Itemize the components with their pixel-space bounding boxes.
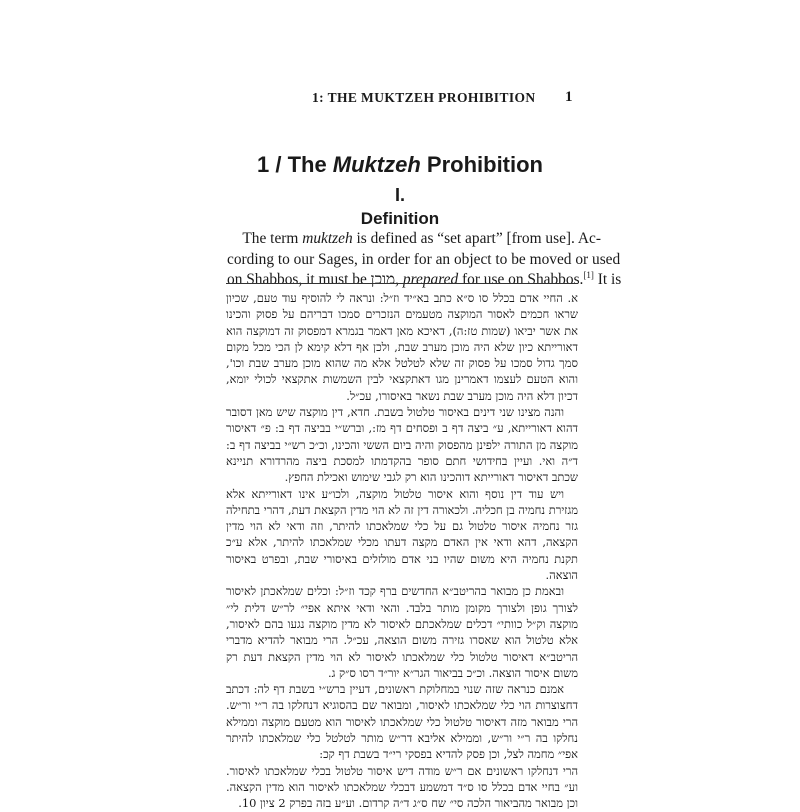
chapter-title-italic: Muktzeh	[332, 152, 421, 177]
chapter-title-prefix: 1 / The	[257, 152, 333, 177]
footnote-paragraph: ויש עוד דין נוסף והוא איסור טלטול מוקצה, ולכו״ע אינו דאורייתא אלא מגזירת נחמיה בן חכליה. ולכאורה דין זה לא הוי מדין הקצאת דעת, דהרי בתחילה גזר נחמיה איסור טלטול גם על כלי שמלאכתו להיתר, וזה ודאי לא הוי מדין הקצאה, דהא ודאי אין האדם מקצה דעתו מכלי שמלאכתו להיתר, אלא ע״כ תקנת נחמיה היא משום שהיו בני אדם מולזלים באיסורי שבת, ובפרט באיסור הוצאה.	[226, 486, 578, 583]
footnote-rule	[226, 283, 578, 284]
body-paragraph	[227, 229, 622, 291]
section-number: I.	[394, 185, 405, 205]
chapter-title	[0, 152, 800, 178]
body-text-span: on Shabbos, it must be מוכן,	[227, 271, 403, 288]
body-text-span: for use on Shabbos.	[458, 271, 584, 288]
section-title: Definition	[360, 209, 440, 228]
footnotes	[226, 290, 578, 812]
footnote-paragraph: א. החיי אדם בכלל סו ס״א כתב בא״יד וז״ל: ונראה לי להוסיף עוד טעם, שכיון שראו חכמים לאסור המוקצה מטעמים הנזכרים סמכו דבריהם על פסוק והכינו את אשר יביאו (שמות טז:ה), דאיכא מאן דאמר בגמרא דמפסוק זה דמוקצה הוא דאורייתא כיון שלא היה מוכן מערב שבת, ולכן אף דלא קימא לן הכי מכל מקום סמך גדול סמכו על פסוק זה שלא לטלטל אלא מה שהוא מוכן מערב שבת וכו', והוא הטעם לעצמו דאמרינן מגו דאתקצאי לבין השמשות אתקצאי לכולי יומא, דכיון דלא היה מוכן מערב שבת נשאר באיסורו, עכ״ל.	[226, 291, 578, 403]
body-line-1	[227, 229, 601, 250]
page-number: 1	[565, 89, 573, 105]
body-text-span: It is	[593, 271, 622, 288]
term-muktzeh: muktzeh	[302, 230, 353, 247]
footnote-paragraph: הרי דנחלקו ראשונים אם ר״ש מודה דיש איסור טלטול בכלי שמלאכתו לאיסור. וע״ בחיי אדם בכלל סו ס״ד דמשמע דבכלי שמלאכתו לאיסור הוא מדין הקצאה. וכן מבואר מהביאור הלכה סי״ שח ס״ג ד״ה קרדום. וע״ע בזה בפרק 2 ציון 10.	[226, 763, 578, 811]
running-head: 1: THE MUKTZEH PROHIBITION	[312, 90, 536, 105]
term-prepared: prepared	[402, 271, 459, 288]
footnote-paragraph: ובאמת כן מבואר בהריטב״א החדשים ברף קכד וז״ל: וכלים שמלאכתן לאיסור לצורך גופן ולצורך מקומן מותר בלבד. והאי ודאי איתא אפי״ לר״ש דלית לי״ מוקצה וק״ל כוותי״ דכלים שמלאכתם לאיסור לא מדין מוקצה נגעו בהם לאיסור, אלא טלטול הוא שאסרו גזירה משום הוצאה, עכ״ל. הרי מבואר להדיא מדברי הריטב״א דאיסור טלטול כלי שמלאכתו לאיסור לא הוי מדין הקצאת דעת רק משום איסור הוצאה. וכ״כ בביאור הגר״א יור״ד רסו ס״ק ג.	[226, 584, 578, 680]
chapter-title-suffix: Prohibition	[420, 152, 543, 177]
footnote-paragraph: אמנם כנראה שזה שנוי במחלוקת ראשונים, דעיין ברש״י בשבת דף לה: דכתב דחצוצרות הוי כלי שמלאכתו לאיסור, ומבואר שם בהסוגיא דנחלקו בה ר״י ור״ש. הרי מבואר מזה דאיסור טלטול כלי שמלאכתו לאיסור הוא מטעם מוקצה וממילא נחלקו בה ר״י ור״ש, וממילא אליבא דר״ש מותר לטלטל כלי שמלאכתו להיתר אפי״ מחמה לצל, וכן פסק להדיא בפסקי רי״ד בשבת דף קכ:	[226, 682, 578, 762]
body-text-span: is defined as “set apart” [from use]. Ac-	[352, 230, 601, 247]
footnote-ref[interactable]: [1]	[583, 269, 594, 280]
body-line-3	[227, 269, 622, 291]
body-line-2: cording to our Sages, in order for an object to be moved or used	[227, 250, 621, 268]
body-text-span: The term	[242, 230, 303, 247]
footnote-paragraph: והנה מצינו שני דינים באיסור טלטול בשבת. חדא, דין מוקצה שיש מאן דסובר דהוא דאורייתא, ע״ ביצה דף ב ופסחים דף מז:, וברש״י בביצה דף ב: פ״ דאיסור מוקצה מן התורה ילפינן מהפסוק והיה ביום הששי והכינו, וכ״כ רש״י בביצה דף ב: ד״ה ואי. ועיין בחידושי חתם סופר בהקדמתו למסכת ביצה מהרדורא תניינא שכתב דאיסור דאורייתא דוהכינו הוא רק לגבי שימוש ואכילת החפץ.	[226, 405, 578, 485]
